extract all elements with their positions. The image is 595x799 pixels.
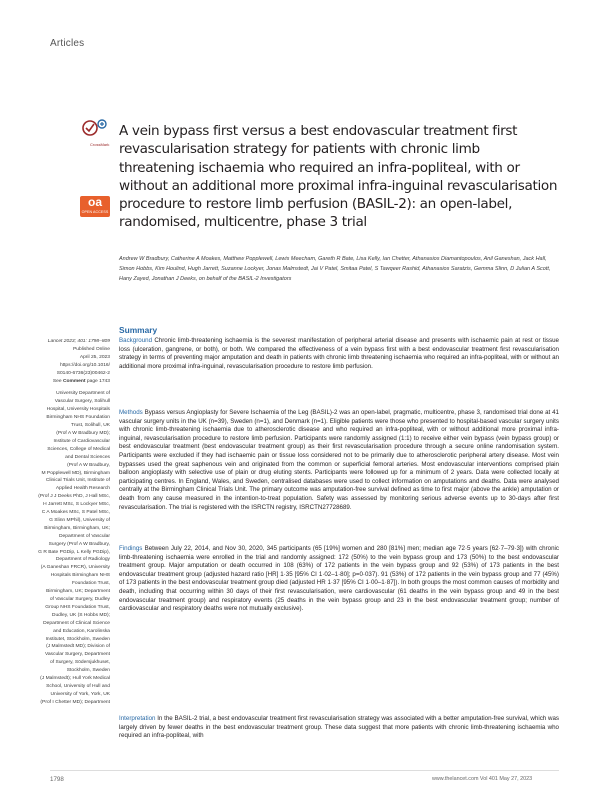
affiliation-line: Stockholm, Sweden [66,668,110,674]
affiliation-line: of Vascular Surgery, Dudley [49,597,110,602]
crossmark-logo[interactable] [81,118,117,145]
affiliation-line: Clinical Trials Unit, Institute of [45,478,110,484]
affiliations [18,390,110,706]
methods-label: Methods [119,409,143,416]
doi-link[interactable] [18,362,110,378]
affiliation-line: and Dental Sciences [65,454,110,460]
affiliation-line: (J Malmstedt MD); Division of [46,644,110,650]
published-date: April 25, 2023 [79,354,110,360]
affiliation-line: Institute of Cardiovascular [53,438,110,444]
affiliation-line: of Surgery, Södersjukhuset, [50,660,110,666]
affiliation-line: Foundation Trust, [71,581,110,587]
affiliation-line: (Prof A W Bradbury, [67,462,110,468]
doi-line-2: S0140-6736(23)00462-2 [56,370,110,376]
published-label: Published Online [73,346,110,352]
affiliation-line: Vascular Surgery, Solihull [54,399,110,405]
interpretation-text: In the BASIL-2 trial, a best endovascular treatment first revascularisation strategy was associated with a better amputation-free survival, which was largely driven by fewer deaths in the best endovascular treatment group. These data suggest that more patients with chronic limb-threatening ischaemia who required an infra-popliteal, with [119,715,559,740]
see-comment [18,378,110,386]
doi-line-1: https://doi.org/10.1016/ [59,362,110,368]
background-text: Chronic limb-threatening ischaemia is the severest manifestation of peripheral arterial disease and presents with ischaemic pain at rest or tissue loss (ulceration, gangrene, or both), or both. We compared the effectiveness of a vein bypass first with a best endovascular treatment first revascularisation strategy in terms of preventing major amputation and death in patients with chronic limb threatening ischaemia who required an infra-popliteal, with or without an additional more proximal infra-inguinal, revascularisation procedure to restore limb perfusion. [119,337,559,370]
affiliation-line: Department of Vascular [58,533,110,539]
affiliation-line: School, University of Hull and [46,683,110,689]
oa-sub-label: OPEN ACCESS [81,210,109,214]
article-sidebar [18,338,110,707]
crossmark-icon [81,118,117,140]
interpretation-label: Interpretation [119,715,156,722]
footer-rule [50,770,559,771]
affiliation-line: (Prof A W Bradbury MD); [56,430,110,436]
affiliation-line: G Slinn MPhil), University of [49,517,110,523]
abstract-findings [119,545,559,614]
affiliation-line: (A Ganeshan FRCR), University [40,565,110,571]
affiliation-line: Dudley, UK (S Hobbs MD); [51,612,110,618]
affiliation-line: Birmingham, UK; Department [46,589,110,595]
affiliation-line: C A Moakes MSc, S Patel MSc, [41,510,110,516]
affiliation-line: (Prof J J Deeks PhD, J Hall MSc, [38,494,110,500]
section-label: Articles [50,38,85,49]
open-access-logo [80,196,110,217]
methods-text: Bypass versus Angioplasty for Severe Ischaemia of the Leg (BASIL)-2 was an open-label, pragmatic, multicentre, phase 3, randomised trial done at 41 vascular surgery units in the UK (n=39), Sweden (n=1), and Denmark (n=1). Eligible patients were those who presented to hospital-based vascular surgery units with chronic limb-threatening ischaemia due to atherosclerotic disease and who required an infra-popliteal, with or without additional more proximal infra-inguinal, revascularisation procedure to restore limb perfusion. Participants were randomly assigned (1:1) to receive either vein bypass (vein bypass group) or best endovascular treatment (best endovascular treatment group) as their first revascularisation procedure through a secure online randomisation system. Participants were excluded if they had ischaemic pain or tissue loss considered not to be primarily due to atherosclerotic peripheral artery disease. Most vein bypasses used the great saphenous vein and originated from the common or superficial femoral arteries. Most endovascular interventions comprised plain balloon angioplasty with selective use of plain or drug eluting stents. Participants were followed up for a minimum of 2 years. Data were collected locally at participating centres. In England, Wales, and Sweden, centralised databases were used to collect information on amputations and deaths. Data were analysed centrally at the Birmingham Clinical Trials Unit. The primary outcome was amputation-free survival defined as time to first major (above the ankle) amputation or death from any cause measured in the intention-to-treat population. Safety was assessed by monitoring serious adverse events up to 30-days after first revascularisation. The trial is registered with the ISRCTN registry, ISRCTN27728689. [119,409,559,511]
comment-link[interactable]: Comment [62,378,86,384]
article-title: A vein bypass first versus a best endovascular treatment first revascularisation strategy for patients with chronic limb threatening ischaemia who required an infra-popliteal, with or without an additional more proximal infra-inguinal revascularisation procedure to restore limb perfusion (BASIL-2): an open-label, randomised, multicentre, phase 3 trial [119,123,558,231]
see-prefix: See [52,378,63,384]
page-number: 1798 [50,776,64,783]
author-list: Andrew W Bradbury, Catherine A Moakes, Matthew Popplewell, Lewis Meecham, Gareth R Bate, Lisa Kelly, Ian Chetter, Athanasios Diamantopoulos, Anil Ganeshan, Jack Hall, Simon Hobbs, Kim Houlind, Hugh Jarrett, Suzanne Lockyer, Jonas Malmstedt, Jai V Patel, Smitaa Patel, S Tawqeer Rashid, Athanasios Saratzis, Gemma Slinn, D Julian A Scott, Hany Zayed, Jonathan J Deeks, on behalf of the BASIL-2 Investigators [119,256,551,282]
affiliation-line: G R Bate PGDip, L Kelly PGDip), [38,549,110,555]
affiliation-line: M Popplewell MD), Birmingham [41,470,110,476]
affiliation-line: Birmingham, Birmingham, UK; [44,525,110,531]
affiliation-line: Vascular Surgery, Department [44,652,110,658]
oa-mark: oa [87,195,102,209]
abstract-interpretation [119,715,559,741]
affiliation-line: University Department of [56,391,110,397]
journal-footer: www.thelancet.com Vol 401 May 27, 2023 [432,776,533,782]
findings-text: Between July 22, 2014, and Nov 30, 2020, 345 participants (65 [19%] women and 280 [81%] men; median age 72·5 years [62·7–79·3]) with chronic limb-threatening ischaemia were enrolled in the trial and randomly assigned: 172 (50%) to the vein bypass group and 173 (50%) to the best endovascular treatment group. Major amputation or death occurred in 108 (63%) of 172 patients in the vein bypass group and 92 (53%) of 173 patients in the best endovascular treatment group (adjusted hazard ratio [HR] 1·35 [95% CI 1·02–1·80]; p=0·037). 91 (53%) of 172 patients in the vein bypass group and 77 (45%) of 173 patients in the best endovascular treatment group died (adjusted HR 1·37 [95% CI 1·00–1·87]). In both groups the most common causes of morbidity and death, including that occurring within 30 days of their first revascularisation, were cardiovascular (61 deaths in the vein bypass group and 49 in the best endovascular treatment group) and respiratory events (25 deaths in the vein bypass group and 23 in the best endovascular treatment group; number of cardiovascular and respiratory deaths were not mutually exclusive). [119,545,559,613]
abstract-methods [119,409,559,512]
summary-heading: Summary [119,325,158,335]
affiliation-line: Trust, Solihull, UK [71,423,110,429]
affiliation-line: Department of Clinical Science [43,620,110,626]
background-label: Background [119,337,153,344]
affiliation-line: Hospital, University Hospitals [46,407,110,413]
crossmark-label: CrossMark [90,142,110,147]
affiliation-line: Group NHS Foundation Trust, [45,604,110,610]
affiliation-line: (Prof I Chetter MD); Department [40,699,110,705]
affiliation-line: Birmingham NHS Foundation [46,415,110,421]
abstract-background [119,337,559,371]
affiliation-line: and Education, Karolinska [53,628,110,634]
affiliation-line: Surgery (Prof A W Bradbury, [48,541,110,547]
affiliation-line: Hospitals Birmingham NHS [50,573,110,579]
affiliation-line: University of York, York, UK [50,691,110,697]
affiliation-line: H Jarrett MSc, S Lockyer MSc, [43,502,110,508]
findings-label: Findings [119,545,143,552]
affiliation-line: Department of Radiology [55,557,110,563]
see-suffix: page 1743 [85,378,110,384]
affiliation-line: Institutet, Stockholm, Sweden [45,636,110,642]
affiliation-line: Applied Health Research [55,486,110,492]
citation: Lancet 2023; 401: 1798–809 [47,339,110,344]
affiliation-line: Sciences, College of Medical [47,446,110,452]
affiliation-line: (J Malmstedt); Hull York Medical [40,676,110,682]
